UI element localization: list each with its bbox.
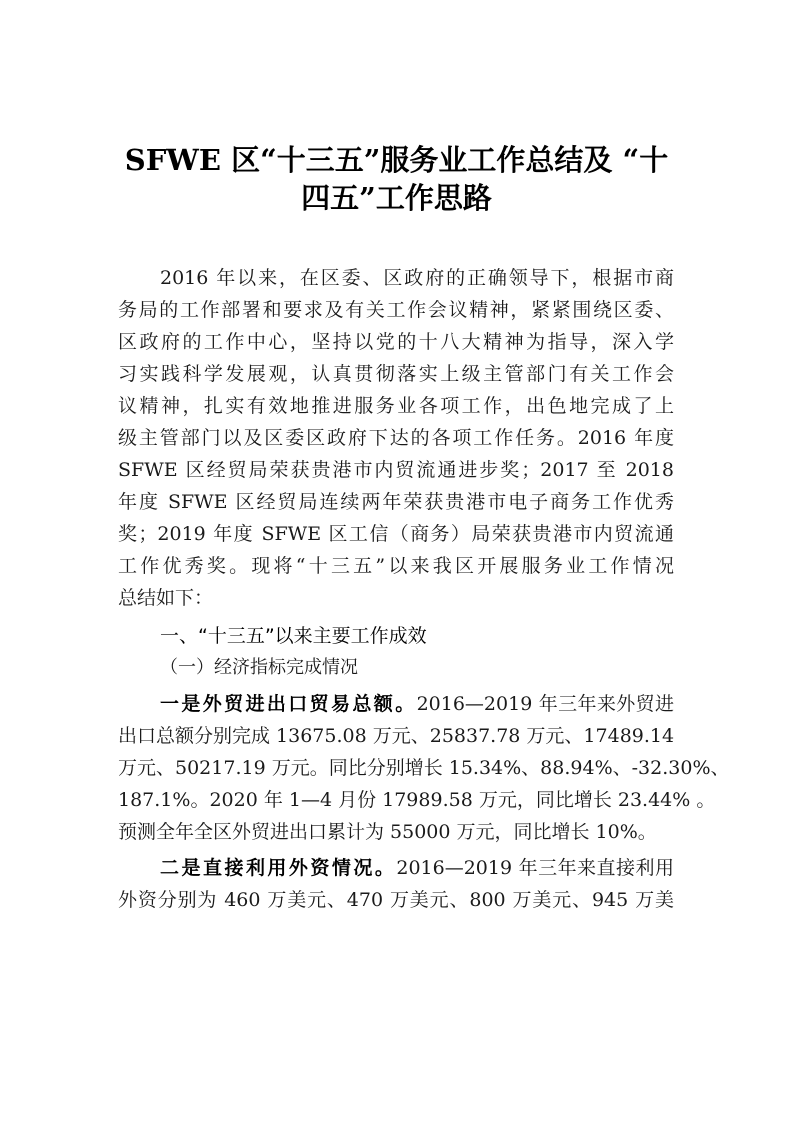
intro-paragraph-line: 习实践科学发展观，认真贯彻落实上级主管部门有关工作会	[118, 363, 674, 385]
document-title-line-2: 四五”工作思路	[301, 181, 492, 215]
intro-paragraph-line: SFWE 区经贸局荣获贵港市内贸流通进步奖；2017 至 2018	[118, 459, 674, 481]
intro-paragraph-line: 务局的工作部署和要求及有关工作会议精神，紧紧围绕区委、	[118, 299, 674, 321]
intro-paragraph-line: 奖；2019 年度 SFWE 区工信（商务）局荣获贵港市内贸流通	[118, 523, 674, 545]
item2-line: 外资分别为 460 万美元、470 万美元、800 万美元、945 万美	[118, 889, 674, 911]
item1-bold-label: 一是外贸进出口贸易总额。	[160, 693, 417, 715]
subsection-heading: （一）经济指标完成情况	[160, 657, 358, 678]
intro-paragraph-line: 总结如下：	[118, 587, 214, 609]
intro-paragraph-line: 级主管部门以及区委区政府下达的各项工作任务。2016 年度	[118, 427, 674, 449]
intro-paragraph-line: 年度 SFWE 区经贸局连续两年荣获贵港市电子商务工作优秀	[118, 491, 674, 513]
item1-line: 预测全年全区外贸进出口累计为 55000 万元，同比增长 10%。	[118, 821, 657, 843]
item2-first-line-text: 2016—2019 年三年来直接利用	[396, 857, 674, 879]
intro-paragraph-line: 议精神，扎实有效地推进服务业各项工作，出色地完成了上	[118, 395, 674, 417]
intro-paragraph-line: 工作优秀奖。现将“十三五”以来我区开展服务业工作情况	[118, 555, 674, 577]
intro-paragraph-line: 区政府的工作中心，坚持以党的十八大精神为指导，深入学	[118, 331, 674, 353]
intro-paragraph-line: 2016 年以来，在区委、区政府的正确领导下，根据市商	[160, 267, 674, 289]
item1-line: 万元、50217.19 万元。同比分别增长 15.34%、88.94%、-32.30%、	[118, 757, 730, 779]
document-title-line-1: SFWE 区“十三五”服务业工作总结及 “十	[124, 143, 669, 177]
item2-bold-label: 二是直接利用外资情况。	[160, 857, 397, 879]
section-heading: 一、“十三五”以来主要工作成效	[160, 625, 427, 647]
item1-line: 出口总额分别完成 13675.08 万元、25837.78 万元、17489.14	[118, 725, 675, 747]
item1-first-line	[160, 688, 674, 720]
item1-line: 187.1%。2020 年 1—4 月份 17989.58 万元，同比增长 23.44% 。	[118, 789, 716, 811]
item2-first-line	[160, 852, 674, 884]
item1-first-line-text: 2016—2019 年三年来外贸进	[416, 693, 674, 715]
